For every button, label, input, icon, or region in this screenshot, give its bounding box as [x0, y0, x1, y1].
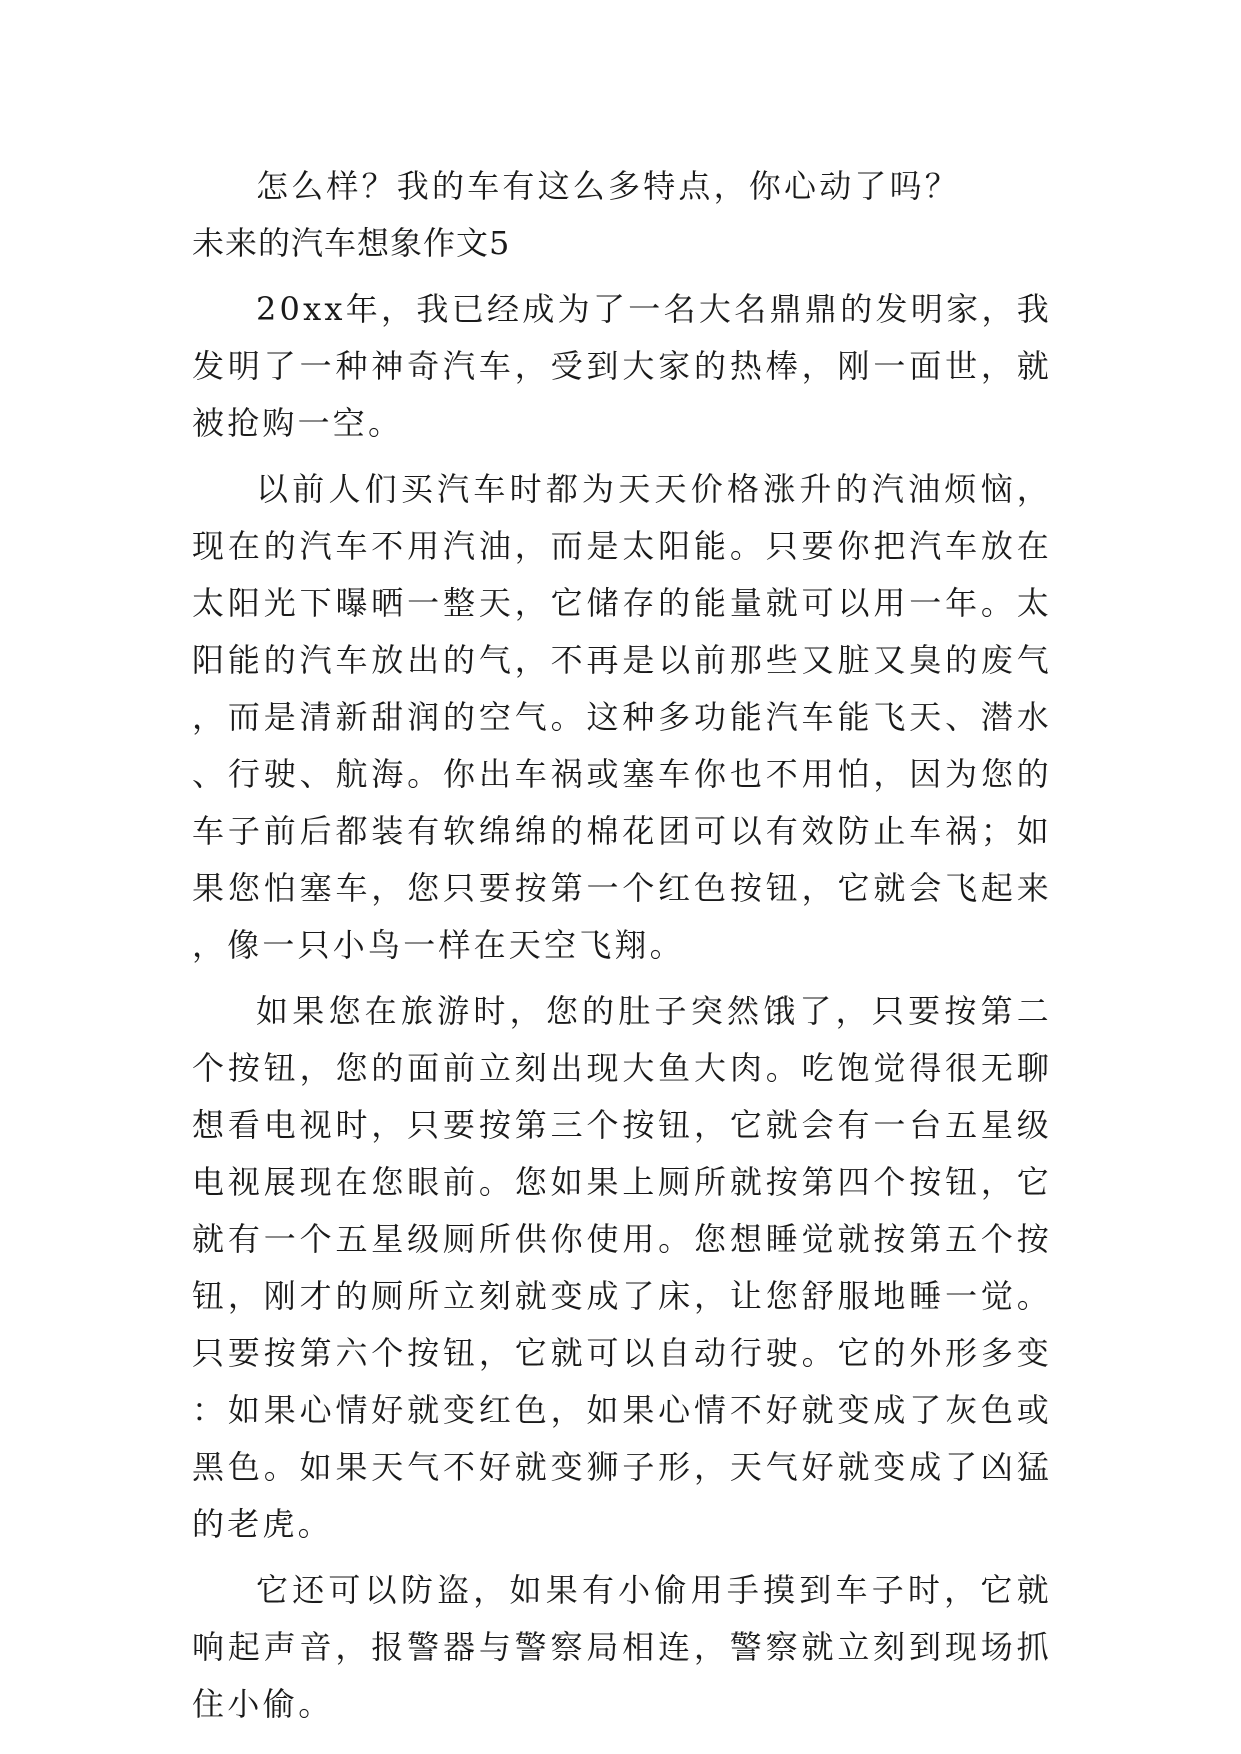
- paragraph-4: 它还可以防盗，如果有小偷用手摸到车子时，它就响起声音，报警器与警察局相连，警察就立刻到现场抓住小偷。: [192, 1571, 1052, 1723]
- document-body: [192, 158, 1052, 1733]
- paragraph-1: 20xx年，我已经成为了一名大名鼎鼎的发明家，我发明了一种神奇汽车，受到大家的热棒，刚一面世，就被抢购一空。: [192, 290, 1052, 442]
- paragraph-2: 以前人们买汽车时都为天天价格涨升的汽油烦恼，现在的汽车不用汽油，而是太阳能。只要你把汽车放在太阳光下曝晒一整天，它储存的能量就可以用一年。太阳能的汽车放出的气，不再是以前那些又脏又臭的废气，而是清新甜润的空气。这种多功能汽车能飞天、潜水、行驶、航海。你出车祸或塞车你也不用怕，因为您的车子前后都装有软绵绵的棉花团可以有效防止车祸；如果您怕塞车，您只要按第一个红色按钮，它就会飞起来，像一只小鸟一样在天空飞翔。: [192, 470, 1052, 964]
- paragraph-3: 如果您在旅游时，您的肚子突然饿了，只要按第二个按钮，您的面前立刻出现大鱼大肉。吃饱觉得很无聊想看电视时，只要按第三个按钮，它就会有一台五星级电视展现在您眼前。您如果上厕所就按第四个按钮，它就有一个五星级厕所供你使用。您想睡觉就按第五个按钮，刚才的厕所立刻就变成了床，让您舒服地睡一觉。只要按第六个按钮，它就可以自动行驶。它的外形多变：如果心情好就变红色，如果心情不好就变成了灰色或黑色。如果天气不好就变狮子形，天气好就变成了凶猛的老虎。: [192, 992, 1052, 1543]
- essay-heading: 未来的汽车想象作文5: [192, 224, 511, 262]
- intro-paragraph: 怎么样？我的车有这么多特点，你心动了吗？: [256, 167, 961, 205]
